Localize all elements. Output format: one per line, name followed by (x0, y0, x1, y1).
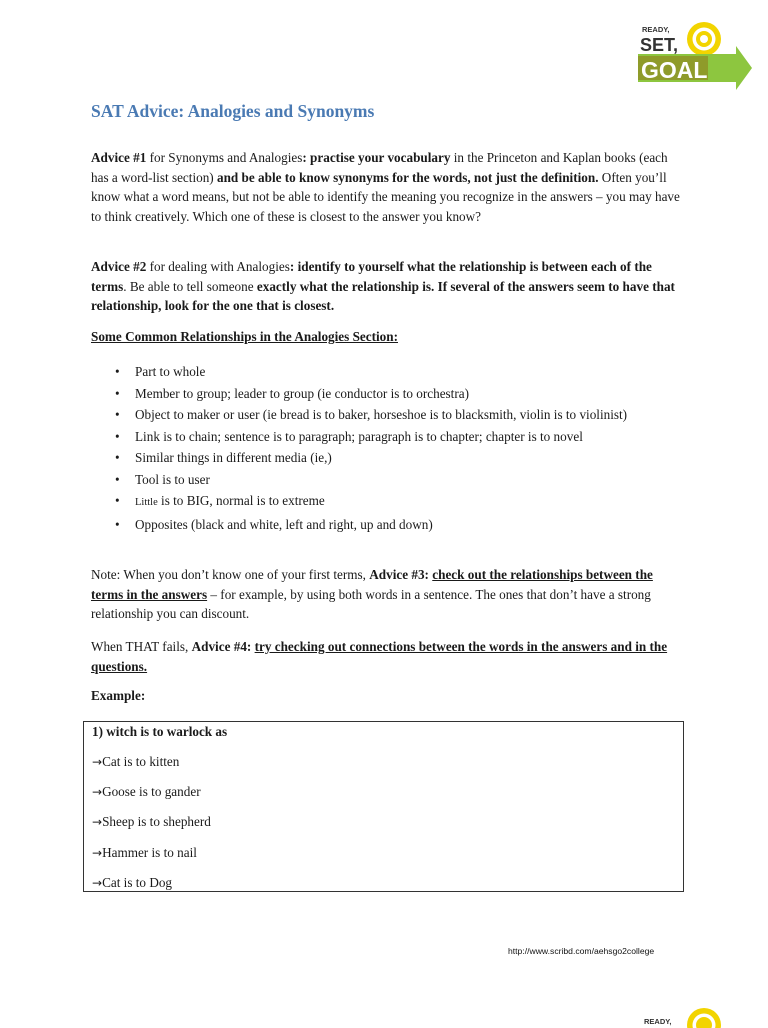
page-title: SAT Advice: Analogies and Synonyms (91, 101, 374, 122)
ready-set-goal-logo (636, 18, 752, 90)
list-item: • Similar things in different media (ie,) (91, 448, 661, 469)
list-item: • Member to group; leader to group (ie conductor is to orchestra) (91, 384, 661, 405)
target-center (700, 35, 708, 43)
example-label: Example: (91, 688, 145, 704)
logo-ready: READY, (642, 25, 670, 34)
arrow-icon: → (92, 755, 102, 769)
list-item: →Cat is to Dog (92, 875, 211, 905)
list-item: • Little is to BIG, normal is to extreme (91, 491, 661, 514)
list-item: →Hammer is to nail (92, 845, 211, 875)
list-item: • Link is to chain; sentence is to paragraph; paragraph is to chapter; chapter is to novel (91, 427, 661, 448)
list-item: • Object to maker or user (ie bread is to baker, horseshoe is to blacksmith, violin is to violinist) (91, 405, 661, 426)
arrow-icon: → (92, 815, 102, 829)
logo-set: SET, (640, 35, 678, 55)
svg-text:READY,: READY, (644, 1017, 672, 1026)
list-item: →Sheep is to shepherd (92, 814, 211, 844)
example-question: 1) witch is to warlock as (92, 724, 227, 740)
logo-goal: GOAL (641, 57, 707, 83)
list-item: • Part to whole (91, 362, 661, 383)
arrow-icon: → (92, 876, 102, 890)
advice-3-paragraph: Note: When you don’t know one of your first terms, Advice #3: check out the relationships between the terms in the answers – for example, by using both words in a sentence. The ones that don’t have a strong relationship you can discount. (91, 565, 688, 624)
example-box (83, 721, 684, 892)
relationships-list (91, 362, 661, 536)
arrow-icon: → (92, 785, 102, 799)
relationships-heading: Some Common Relationships in the Analogies Section: (91, 329, 398, 345)
advice-1-paragraph: Advice #1 for Synonyms and Analogies: practise your vocabulary in the Princeton and Kaplan books (each has a word-list section) and be able to know synonyms for the words, not just the definition. Often you’ll know what a word means, but not be able to identify the meaning you recognize in the answers – you may have to think creatively. Which one of these is closest to the answer you know? (91, 148, 688, 226)
advice-2-paragraph: Advice #2 for dealing with Analogies: identify to yourself what the relationship is between each of the terms. Be able to tell someone exactly what the relationship is. If several of the answers seem to have that relationship, look for the one that is closest. (91, 257, 688, 316)
list-item: →Goose is to gander (92, 784, 211, 814)
example-answers (92, 754, 211, 905)
list-item: • Tool is to user (91, 470, 661, 491)
footer-url[interactable]: http://www.scribd.com/aehsgo2college (508, 946, 654, 956)
list-item: →Cat is to kitten (92, 754, 211, 784)
advice-4-paragraph: When THAT fails, Advice #4: try checking out connections between the words in the answers and in the questions. (91, 637, 688, 676)
list-item: • Opposites (black and white, left and right, up and down) (91, 515, 661, 536)
ready-set-goal-logo-bottom (640, 1008, 756, 1028)
arrow-icon: → (92, 846, 102, 860)
